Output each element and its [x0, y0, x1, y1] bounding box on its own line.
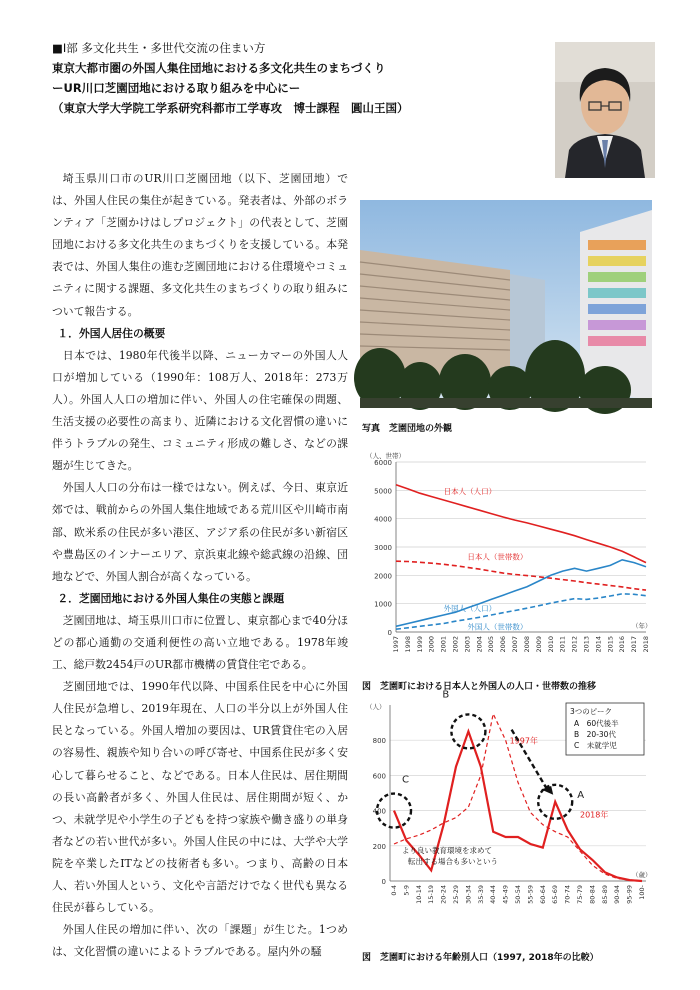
note-text: 転出する場合も多いという: [408, 857, 498, 866]
x-tick-label: 2006: [499, 636, 508, 653]
series-label: 1997年: [509, 736, 538, 746]
x-tick-label: 15-19: [427, 885, 436, 904]
x-tick-label: 65-69: [551, 885, 560, 904]
paragraph: 芝園団地では、1990年代以降、中国系住民を中心に外国人住民が急増し、2019年現在、人口の半分以上が外国人住民となっている。外国人増加の要因は、UR賃貸住宅の入居の容易性、親族や知り合いの呼び寄せ、中国系住民が多く安心して暮らせること、などである。日本人住民は、居住期間の長い高齢者が多く、外国人住民は、居住期間が短く、かつ、未就学児や小学生の子どもを持つ家族や働き盛りの単身者などの若い世代が多い。外国人住民の中には、大学や大学院を卒業したITなどの技術者も多い。つまり、高齢の日本人、若い外国人という、文化や言語だけでなく世代も異なる住民が暮らしている。: [52, 680, 348, 915]
x-tick-label: 2005: [487, 636, 496, 653]
legend-item: B 20-30代: [574, 730, 616, 739]
x-tick-label: 100-: [638, 885, 646, 900]
x-axis-label: （歳）: [632, 871, 652, 879]
peak-label: C: [402, 774, 409, 786]
complex-photo: [360, 200, 652, 408]
series-label: 外国人（世帯数）: [467, 622, 528, 632]
age-population-chart: [360, 689, 660, 943]
x-tick-label: 5-9: [402, 885, 411, 896]
paragraph: 埼玉県川口市のUR川口芝園団地（以下、芝園団地）では、外国人住民の集住が起きている。発表者は、外部のボランティア「芝園かけはしプロジェクト」の代表として、芝園団地における多文化共生のまちづくりを支援している。本発表では、外国人集住の進む芝園団地における住環境やコミュニティに関する課題、多文化共生のまちづくりの取り組みについて報告する。: [52, 172, 348, 318]
y-tick-label: 5000: [374, 487, 392, 496]
paper-header: [52, 38, 552, 118]
population-trend-chart: [360, 448, 660, 680]
x-tick-label: 2012: [570, 636, 579, 653]
x-axis-label: （年）: [632, 622, 652, 630]
x-tick-label: 2001: [439, 636, 448, 653]
x-tick-label: 85-89: [600, 885, 609, 904]
x-tick-label: 70-74: [563, 885, 572, 904]
x-tick-label: 2002: [451, 636, 460, 653]
chart1-caption: 図 芝園町における日本人と外国人の人口・世帯数の推移: [362, 682, 597, 692]
x-tick-label: 75-79: [576, 885, 584, 904]
x-tick-label: 25-29: [452, 885, 460, 904]
peak-label: B: [442, 689, 450, 701]
x-tick-label: 2010: [546, 636, 555, 653]
x-tick-label: 80-84: [588, 885, 597, 904]
chart2-caption: 図 芝園町における年齢別人口（1997, 2018年の比較）: [362, 953, 599, 963]
series-label: 外国人（人口）: [443, 604, 497, 613]
x-tick-label: 30-34: [464, 885, 473, 904]
x-tick-label: 2016: [618, 636, 627, 653]
part-heading: ■Ⅰ部 多文化共生・多世代交流の住まい方: [52, 41, 266, 55]
series-line: [396, 560, 646, 627]
y-tick-label: 200: [372, 842, 386, 851]
y-tick-label: 4000: [374, 515, 392, 524]
x-tick-label: 60-64: [538, 885, 547, 904]
y-tick-label: 2000: [374, 572, 392, 581]
x-tick-label: 50-54: [514, 885, 522, 904]
x-tick-label: 90-94: [613, 885, 622, 904]
x-tick-label: 2011: [558, 636, 567, 653]
y-tick-label: 3000: [374, 544, 392, 552]
y-tick-label: 800: [372, 737, 386, 746]
x-tick-label: 0-4: [390, 885, 398, 896]
x-tick-label: 2018: [642, 636, 650, 653]
legend-item: A 60代後半: [574, 719, 619, 728]
paragraph: 外国人人口の分布は一様ではない。例えば、今日、東京近郊では、戦前からの外国人集住地域である荒川区や川崎市南部、欧米系の住民が多い港区、アジア系の住民が多い新宿区や豊島区のインナーエリア、京浜東北線や総武線の沿線、団地などで、外国人割合が高くなっている。: [52, 481, 348, 583]
x-tick-label: 2009: [534, 636, 543, 653]
y-tick-label: 400: [372, 807, 386, 816]
x-tick-label: 95-99: [625, 885, 634, 904]
y-tick-label: 0: [381, 878, 386, 886]
x-tick-label: 2007: [511, 636, 520, 653]
section-heading: ２．芝園団地における外国人集住の実態と課題: [57, 591, 285, 605]
x-tick-label: 2014: [594, 636, 603, 653]
note-text: より良い教育環境を求めて: [402, 846, 492, 855]
paragraph: 芝園団地は、埼玉県川口市に位置し、東京都心まで40分ほどの都心通勤の交通利便性の高い立地である。1978年竣工、総戸数2454戸のUR都市機構の賃貸住宅である。: [52, 613, 348, 672]
paragraph: 日本では、1980年代後半以降、ニューカマーの外国人人口が増加している（1990年：108万人、2018年：273万人）。外国人人口の増加に伴い、外国人の住宅確保の問題、生活支援の必要性の高まり、近隣における文化習慣の違いに伴うトラブルの発生、コミュニティ形成の難しさ、などの課題が生じてきた。: [52, 348, 348, 473]
x-tick-label: 1999: [415, 636, 424, 653]
series-label: 2018年: [580, 810, 609, 820]
x-tick-label: 20-24: [439, 885, 448, 904]
x-tick-label: 2004: [475, 636, 484, 653]
author-portrait: [555, 42, 655, 178]
legend-title: 3つのピーク: [570, 707, 612, 716]
x-tick-label: 2013: [582, 636, 591, 653]
y-tick-label: 1000: [374, 600, 392, 609]
y-tick-label: 6000: [374, 459, 392, 467]
paper-author: （東京大学大学院工学系研究科都市工学専攻 博士課程 圓山王国）: [52, 101, 409, 115]
y-axis-label: （人、世帯）: [366, 452, 405, 460]
paper-title: 東京大都市圏の外国人集住団地における多文化共生のまちづくり: [52, 61, 386, 75]
x-tick-label: 2015: [606, 636, 615, 653]
legend-item: C 未就学児: [574, 741, 617, 750]
y-axis-label: （人）: [366, 703, 386, 711]
x-tick-label: 10-14: [414, 885, 423, 904]
paragraph: 外国人住民の増加に伴い、次の「課題」が生じた。1つめは、文化習慣の違いによるトラブルである。屋内外の騒: [52, 923, 348, 959]
x-tick-label: 1997: [392, 636, 400, 653]
peak-label: A: [577, 789, 585, 801]
series-label: 日本人（人口）: [443, 486, 497, 496]
x-tick-label: 45-49: [501, 885, 510, 904]
y-tick-label: 600: [372, 772, 386, 781]
series-label: 日本人（世帯数）: [467, 552, 528, 562]
section-heading: １．外国人居住の概要: [57, 326, 166, 340]
x-tick-label: 35-39: [476, 885, 485, 904]
series-line: [396, 485, 646, 563]
photo-caption: 写真 芝園団地の外観: [362, 424, 453, 434]
paper-subtitle: ーUR川口芝園団地における取り組みを中心にー: [52, 81, 301, 95]
body-text: [52, 168, 348, 963]
x-tick-label: 2003: [463, 636, 472, 653]
x-tick-label: 1998: [403, 636, 412, 653]
x-tick-label: 2017: [630, 636, 639, 653]
x-tick-label: 55-59: [526, 885, 535, 904]
x-tick-label: 2000: [427, 636, 436, 653]
x-tick-label: 2008: [522, 636, 531, 653]
x-tick-label: 40-44: [489, 885, 498, 904]
y-tick-label: 0: [387, 629, 392, 637]
